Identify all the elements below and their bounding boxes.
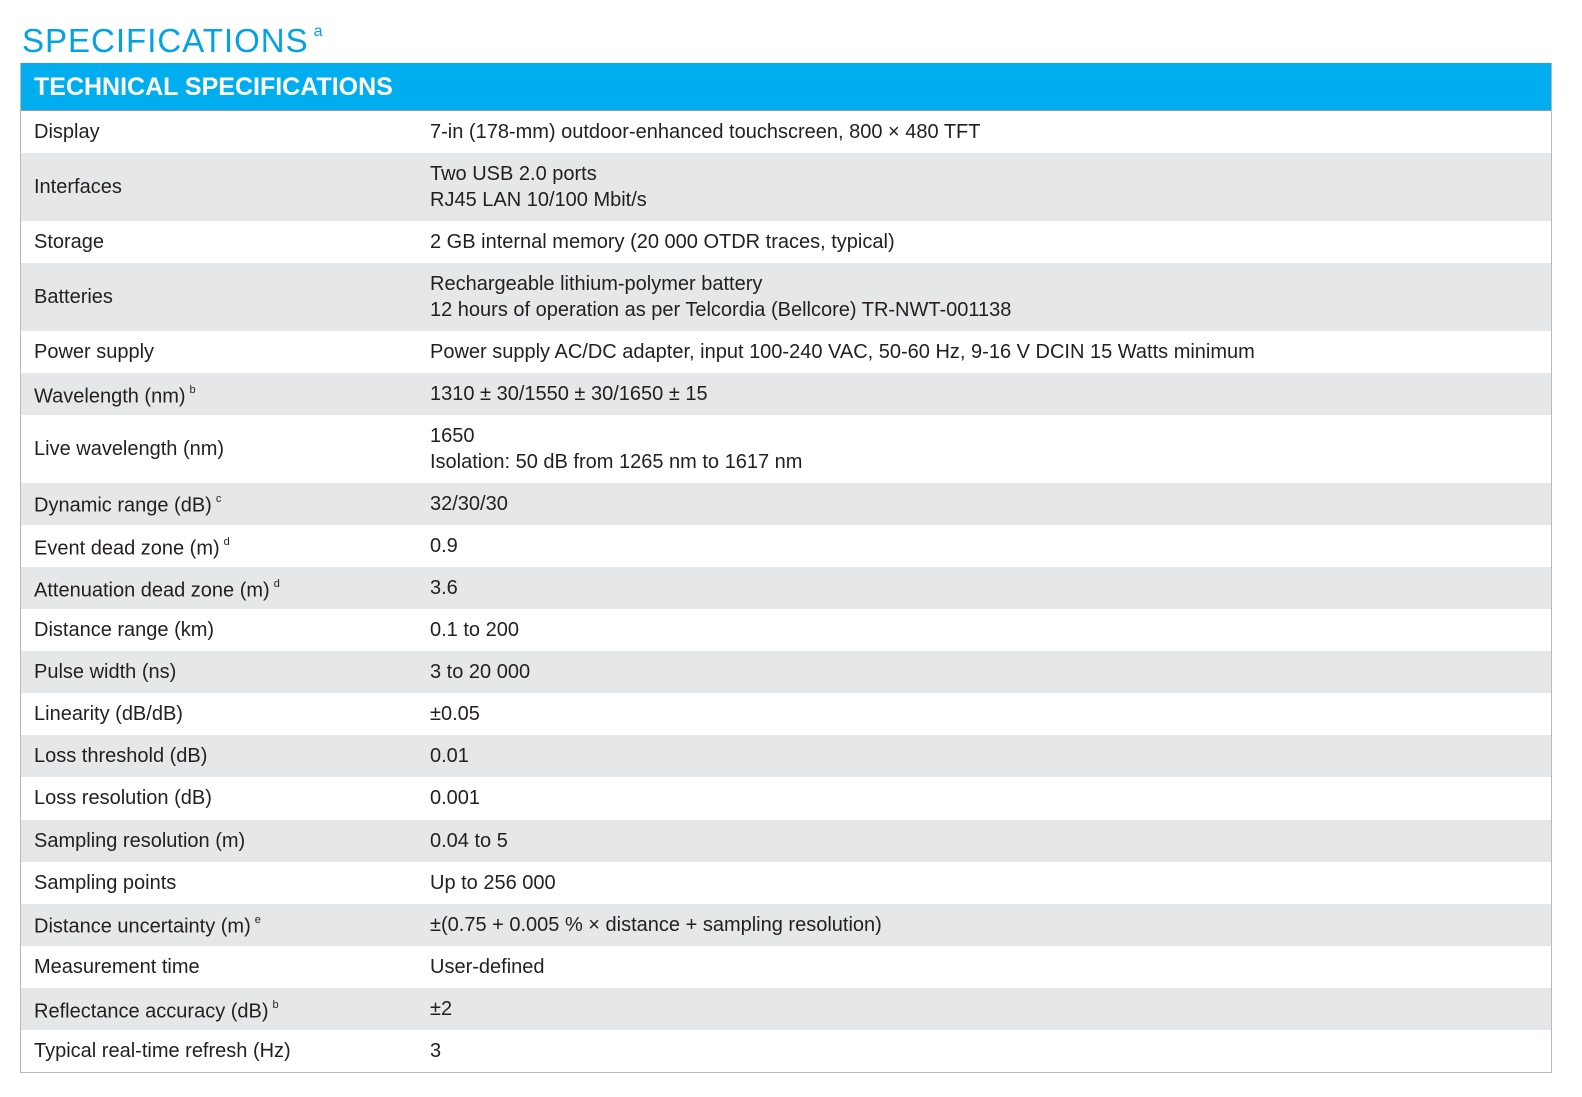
spec-label <box>21 785 430 811</box>
spec-value-line: Up to 256 000 <box>430 871 556 894</box>
spec-value-line: ±(0.75 + 0.005 % × distance + sampling resolution) <box>430 913 882 936</box>
footnote-marker: e <box>254 914 261 927</box>
spec-value-line: 1650 <box>430 424 475 447</box>
spec-label-text: Distance range (km) <box>34 619 215 642</box>
spec-label <box>21 229 430 255</box>
spec-value-line: 3 <box>430 1040 442 1063</box>
table-row <box>21 735 1551 777</box>
table-row <box>21 153 1551 221</box>
footnote-marker: b <box>189 383 196 396</box>
footnote-marker: d <box>223 535 230 548</box>
spec-label <box>21 870 430 896</box>
page-title <box>22 14 323 63</box>
spec-label-text: Distance uncertainty (m) <box>34 916 251 939</box>
spec-label <box>21 743 430 769</box>
spec-label <box>21 531 430 562</box>
spec-label-text: Dynamic range (dB) <box>34 495 212 518</box>
spec-value <box>430 161 1551 213</box>
spec-value <box>430 271 1551 323</box>
spec-value-line: 0.001 <box>430 787 481 810</box>
spec-value-line: Two USB 2.0 ports <box>430 162 597 185</box>
spec-value-line: 12 hours of operation as per Telcordia (Bellcore) TR-NWT-001138 <box>430 298 1012 321</box>
table-row <box>21 988 1551 1030</box>
spec-label-text: Event dead zone (m) <box>34 537 220 560</box>
table-row <box>21 373 1551 415</box>
spec-label <box>21 1038 430 1064</box>
spec-label-text: Loss threshold (dB) <box>34 745 208 768</box>
page-title-text: SPECIFICATIONS <box>22 22 309 59</box>
spec-value <box>430 701 1551 727</box>
spec-value <box>430 743 1551 769</box>
table-row <box>21 221 1551 263</box>
spec-value <box>430 533 1551 559</box>
spec-label-text: Linearity (dB/dB) <box>34 703 183 726</box>
spec-label <box>21 174 430 200</box>
table-row <box>21 777 1551 819</box>
spec-value <box>430 229 1551 255</box>
spec-value-line: Isolation: 50 dB from 1265 nm to 1617 nm <box>430 450 803 473</box>
spec-value <box>430 617 1551 643</box>
spec-value <box>430 996 1551 1022</box>
spec-value-line: 0.1 to 200 <box>430 619 519 642</box>
spec-label <box>21 994 430 1025</box>
spec-value-line: 3 to 20 000 <box>430 661 531 684</box>
title-footnote-marker: a <box>313 23 323 40</box>
spec-label <box>21 284 430 310</box>
spec-value-line: Rechargeable lithium-polymer battery <box>430 272 763 295</box>
spec-label-text: Storage <box>34 230 105 253</box>
spec-value-line: 0.01 <box>430 745 469 768</box>
footnote-marker: c <box>215 493 222 506</box>
spec-value <box>430 381 1551 407</box>
table-row <box>21 525 1551 567</box>
spec-value-line: ±2 <box>430 997 453 1020</box>
spec-label-text: Power supply <box>34 340 155 363</box>
spec-label-text: Wavelength (nm) <box>34 385 186 408</box>
spec-label <box>21 488 430 519</box>
spec-label <box>21 573 430 604</box>
spec-value <box>430 954 1551 980</box>
spec-value-line: ±0.05 <box>430 703 480 726</box>
spec-label-text: Sampling resolution (m) <box>34 829 246 852</box>
spec-value-line: 1310 ± 30/1550 ± 30/1650 ± 15 <box>430 382 708 405</box>
spec-label-text: Measurement time <box>34 955 200 978</box>
spec-label <box>21 659 430 685</box>
table-header: TECHNICAL SPECIFICATIONS <box>21 63 1551 111</box>
table-row <box>21 862 1551 904</box>
table-row <box>21 651 1551 693</box>
spec-value <box>430 870 1551 896</box>
table-row <box>21 331 1551 373</box>
spec-label <box>21 954 430 980</box>
spec-value <box>430 828 1551 854</box>
spec-label <box>21 617 430 643</box>
table-row <box>21 946 1551 988</box>
table-row <box>21 263 1551 331</box>
table-row <box>21 415 1551 483</box>
spec-value <box>430 423 1551 475</box>
spec-value-line: User-defined <box>430 955 545 978</box>
table-row <box>21 820 1551 862</box>
footnote-marker: d <box>273 577 280 590</box>
spec-value-line: Power supply AC/DC adapter, input 100-240 VAC, 50-60 Hz, 9-16 V DCIN 15 Watts minimum <box>430 340 1255 363</box>
technical-specifications-table <box>20 63 1552 1073</box>
spec-label-text: Live wavelength (nm) <box>34 437 225 460</box>
spec-value-line: 0.04 to 5 <box>430 829 508 852</box>
spec-label-text: Pulse width (ns) <box>34 661 177 684</box>
spec-label-text: Typical real-time refresh (Hz) <box>34 1040 291 1063</box>
table-row <box>21 609 1551 651</box>
table-row <box>21 567 1551 609</box>
table-row <box>21 693 1551 735</box>
spec-label-text: Attenuation dead zone (m) <box>34 579 270 602</box>
spec-label-text: Interfaces <box>34 175 122 198</box>
spec-label-text: Reflectance accuracy (dB) <box>34 1000 269 1023</box>
spec-label-text: Loss resolution (dB) <box>34 787 212 810</box>
spec-value <box>430 912 1551 938</box>
spec-label-text: Batteries <box>34 285 113 308</box>
spec-label <box>21 909 430 940</box>
spec-label <box>21 379 430 410</box>
spec-value <box>430 1038 1551 1064</box>
spec-value-line: 7-in (178-mm) outdoor-enhanced touchscreen, 800 × 480 TFT <box>430 121 981 144</box>
table-row <box>21 111 1551 153</box>
spec-label <box>21 119 430 145</box>
spec-value <box>430 785 1551 811</box>
spec-value-line: 2 GB internal memory (20 000 OTDR traces, typical) <box>430 230 895 253</box>
spec-label <box>21 436 430 462</box>
spec-value-line: 3.6 <box>430 577 458 599</box>
spec-label <box>21 339 430 365</box>
spec-value <box>430 575 1551 601</box>
spec-value-line: 32/30/30 <box>430 492 508 515</box>
table-row <box>21 904 1551 946</box>
footnote-marker: b <box>272 998 279 1011</box>
spec-label-text: Display <box>34 121 100 144</box>
table-row <box>21 483 1551 525</box>
spec-value <box>430 119 1551 145</box>
spec-value-line: RJ45 LAN 10/100 Mbit/s <box>430 188 647 211</box>
spec-label <box>21 701 430 727</box>
table-row <box>21 1030 1551 1072</box>
spec-value-line: 0.9 <box>430 534 458 557</box>
spec-value <box>430 339 1551 365</box>
table-body <box>21 111 1551 1072</box>
spec-label <box>21 828 430 854</box>
spec-value <box>430 659 1551 685</box>
spec-label-text: Sampling points <box>34 871 177 894</box>
spec-value <box>430 491 1551 517</box>
